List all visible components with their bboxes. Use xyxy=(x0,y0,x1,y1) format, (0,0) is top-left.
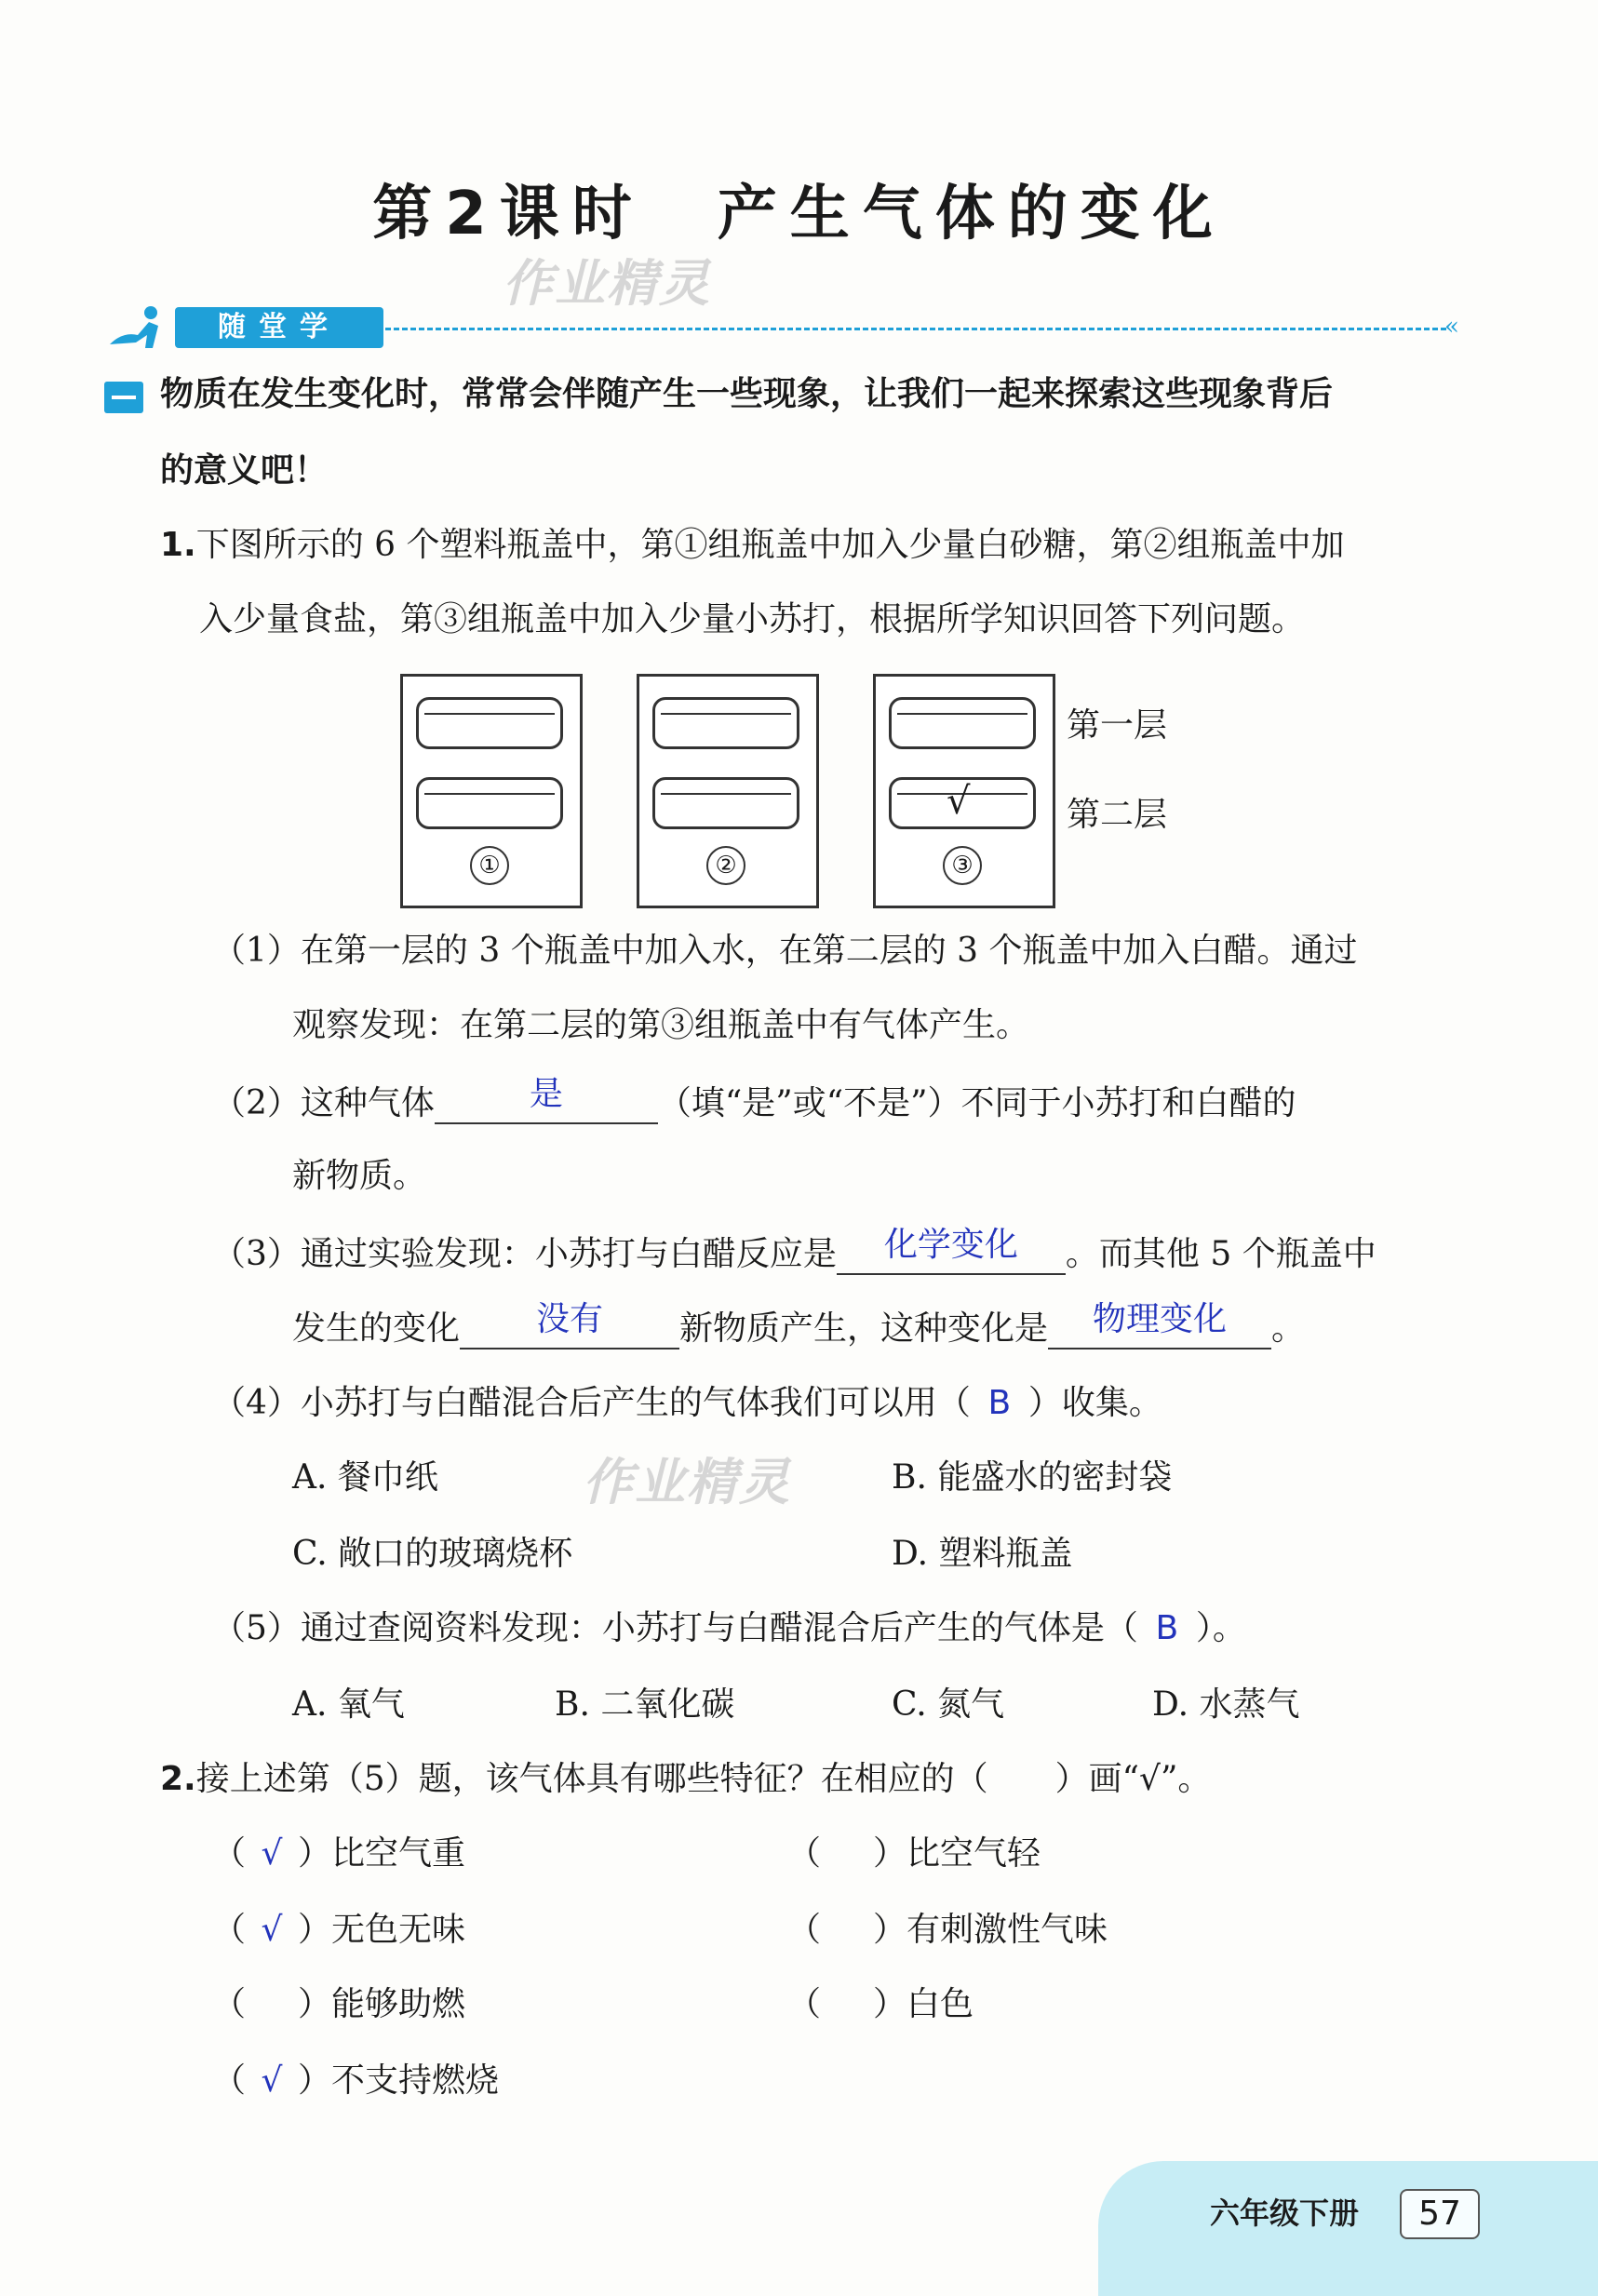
question-text: 新物质产生，这种变化是 xyxy=(679,1309,1049,1348)
answer-text: 化学变化 xyxy=(883,1226,1018,1264)
answer-text: B xyxy=(987,1384,1012,1422)
watermark: 作业精灵 xyxy=(583,1453,791,1511)
part-one-marker xyxy=(104,382,143,413)
group-label: ③ xyxy=(943,846,982,885)
question-text: （5）通过查阅资料发现：小苏打与白醋混合后产生的气体是（ xyxy=(212,1609,1138,1647)
feature-item: （ ）比空气轻 xyxy=(787,1834,1041,1873)
intro-line-1: 物质在发生变化时，常常会伴随产生一些现象，让我们一起来探索这些现象背后 xyxy=(160,375,1334,413)
question-text: （4）小苏打与白醋混合后产生的气体我们可以用（ xyxy=(212,1384,971,1422)
page-number: 57 xyxy=(1400,2189,1480,2239)
question-text: 。而其他 5 个瓶盖中 xyxy=(1065,1235,1376,1273)
answer-blank xyxy=(837,1226,1066,1275)
question-text: （2）这种气体 xyxy=(212,1084,435,1122)
feature-item: （ √ ）不支持燃烧 xyxy=(212,2061,500,2100)
layer-2-label: 第二层 xyxy=(1067,796,1168,834)
section-header xyxy=(104,300,1472,356)
answer-mark: √ xyxy=(261,2061,283,2100)
group-label: ① xyxy=(470,846,509,885)
sub-question-3-line-2 xyxy=(292,1300,1306,1349)
check-mark: √ xyxy=(947,780,971,823)
bottle-cap-group-3 xyxy=(873,674,1055,908)
sub-question-5 xyxy=(212,1608,1246,1649)
bottle-cap xyxy=(652,777,799,829)
section-divider xyxy=(385,328,1446,330)
bottle-cap xyxy=(416,697,563,749)
bottle-cap-group-2 xyxy=(637,674,819,908)
bottle-cap xyxy=(652,697,799,749)
group-label: ② xyxy=(706,846,745,885)
bottle-cap-group-1 xyxy=(400,674,583,908)
option-b: B. 二氧化碳 xyxy=(555,1685,735,1724)
answer-text: 没有 xyxy=(536,1300,604,1338)
question-text: 发生的变化 xyxy=(292,1309,461,1348)
sub-question-2-line-1 xyxy=(212,1075,1296,1124)
feature-item: （ √ ）无色无味 xyxy=(212,1911,466,1949)
question-text: ）收集。 xyxy=(1027,1384,1162,1422)
question-text: 。 xyxy=(1271,1309,1306,1348)
question-text: （3）通过实验发现：小苏打与白醋反应是 xyxy=(212,1235,837,1273)
question-number: 1. xyxy=(160,526,196,564)
answer-text: B xyxy=(1155,1609,1179,1647)
option-d: D. 塑料瓶盖 xyxy=(892,1535,1073,1573)
sub-question-3-line-1 xyxy=(212,1226,1376,1275)
feature-label: 不支持燃烧 xyxy=(331,2061,500,2100)
answer-text: 是 xyxy=(529,1075,563,1113)
feature-item: （ ）有刺激性气味 xyxy=(787,1911,1108,1949)
watermark: 作业精灵 xyxy=(503,254,711,313)
feature-label: 比空气重 xyxy=(331,1834,466,1873)
feature-item: （ ）能够助燃 xyxy=(212,1985,466,2023)
answer-mark: √ xyxy=(261,1834,283,1873)
question-2 xyxy=(160,1759,1211,1800)
feature-item: （ √ ）比空气重 xyxy=(212,1834,466,1873)
option-c: C. 氮气 xyxy=(892,1685,1005,1724)
sub-question-2-line-2: 新物质。 xyxy=(292,1157,427,1195)
answer-mark: √ xyxy=(261,1911,283,1949)
option-d: D. 水蒸气 xyxy=(1152,1685,1300,1724)
intro-line-2: 的意义吧！ xyxy=(160,451,329,490)
answer-blank xyxy=(1048,1300,1271,1349)
sub-question-4 xyxy=(212,1383,1162,1424)
feature-item: （ ）白色 xyxy=(787,1985,974,2023)
option-c: C. 敞口的玻璃烧杯 xyxy=(292,1535,573,1573)
question-1-line-2: 入少量食盐，第③组瓶盖中加入少量小苏打，根据所学知识回答下列问题。 xyxy=(199,600,1306,638)
grade-label: 六年级下册 xyxy=(1210,2195,1360,2231)
question-1-line-1 xyxy=(160,525,1345,566)
feature-label: 有刺激性气味 xyxy=(906,1911,1108,1949)
option-a: A. 氧气 xyxy=(292,1685,405,1724)
answer-blank xyxy=(435,1075,658,1124)
sub-question-1-line-2: 观察发现：在第二层的第③组瓶盖中有气体产生。 xyxy=(292,1006,1030,1044)
page-title: 第2课时 产生气体的变化 xyxy=(372,180,1226,248)
layer-1-label: 第一层 xyxy=(1067,706,1168,745)
section-label: 随堂学 xyxy=(175,307,383,348)
bottle-cap xyxy=(889,697,1036,749)
answer-blank xyxy=(460,1300,679,1349)
question-text: 接上述第（5）题，该气体具有哪些特征？在相应的（ ）画“√”。 xyxy=(195,1760,1212,1798)
feature-label: 白色 xyxy=(906,1985,974,2023)
sub-question-1-line-1: （1）在第一层的 3 个瓶盖中加入水，在第二层的 3 个瓶盖中加入白醋。通过 xyxy=(212,932,1358,970)
question-text: 下图所示的 6 个塑料瓶盖中，第①组瓶盖中加入少量白砂糖，第②组瓶盖中加 xyxy=(195,526,1345,564)
question-text: （填“是”或“不是”）不同于小苏打和白醋的 xyxy=(657,1084,1296,1122)
question-number: 2. xyxy=(160,1760,196,1798)
feature-label: 无色无味 xyxy=(331,1911,466,1949)
feature-label: 比空气轻 xyxy=(906,1834,1041,1873)
student-icon xyxy=(104,303,175,352)
bottle-cap xyxy=(416,777,563,829)
answer-text: 物理变化 xyxy=(1093,1300,1228,1338)
arrow-tail-icon: « xyxy=(1444,313,1459,341)
question-text: ）。 xyxy=(1195,1609,1246,1647)
option-a: A. 餐巾纸 xyxy=(292,1458,438,1497)
option-b: B. 能盛水的密封袋 xyxy=(892,1458,1173,1497)
feature-label: 能够助燃 xyxy=(331,1985,466,2023)
